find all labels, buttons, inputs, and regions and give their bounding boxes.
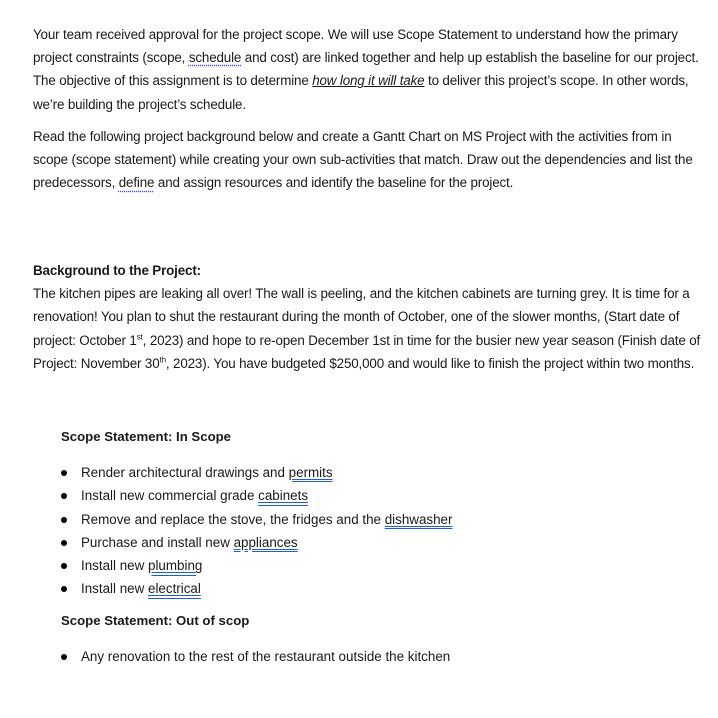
grammar-flagged-word: permits [288, 465, 333, 480]
list-item [61, 461, 452, 484]
spell-flagged-word: schedule [188, 50, 242, 66]
text: Your team received approval for the project scope. We will use Scope Statement to understand how the primary project constraints (scope, [33, 27, 678, 66]
grammar-flagged-word: plumbing [148, 558, 203, 574]
text: Read the following project background below and create a Gantt Chart on MS Project with the activities from in scope (scope statement) while creating your own sub-activities that match. Draw out the dependencies and list the predecessors, [33, 129, 693, 191]
item-text: Render architectural drawings and [81, 465, 289, 480]
item-text: Install new [81, 558, 148, 574]
superscript: st [136, 332, 143, 342]
superscript: th [159, 355, 166, 365]
text: and cost) are linked together and help up establish the baseline for our project. The objective of this assignment is to determine [33, 50, 699, 89]
list-item [61, 577, 452, 600]
text: and assign resources and identify the baseline for the project. [154, 175, 514, 191]
emphasized-text: how long it will take [312, 73, 425, 89]
intro-paragraph-2 [33, 125, 703, 195]
item-text: Purchase and install new [81, 534, 234, 550]
grammar-flagged-word: electrical [148, 581, 201, 597]
text: The kitchen pipes are leaking all over! The wall is peeling, and the kitchen cabinets are turning grey. It is time for a renovation! You plan to shut the restaurant during the month of October, one of the slower months, (Start date of project: October 1 [33, 286, 690, 348]
grammar-flagged-word: cabinets [258, 488, 309, 504]
item-text: Install new [81, 581, 148, 597]
list-item [61, 554, 452, 577]
intro-paragraph-1 [33, 23, 703, 116]
text: , 2023). You have budgeted $250,000 and would like to finish the project within two months. [165, 355, 695, 371]
out-scope-list [61, 645, 450, 668]
list-item [61, 531, 452, 554]
text: , 2023) and hope to re-open December 1st in time for the busier new year season (Finish date of Project: November 30 [33, 332, 701, 371]
grammar-flagged-word: dishwasher [384, 511, 453, 527]
list-item [61, 484, 452, 507]
background-section [33, 259, 703, 375]
list-item [61, 508, 452, 531]
background-heading: Background to the Project: [33, 263, 201, 278]
item-text: Install new commercial grade [81, 488, 259, 504]
list-item: Any renovation to the rest of the restaurant outside the kitchen [61, 645, 450, 668]
spell-flagged-word: define [118, 175, 155, 191]
in-scope-list [61, 461, 452, 601]
text: to deliver this project’s scope. In other words, we’re building the project’s schedule. [33, 73, 689, 112]
grammar-flagged-word: appliances [233, 534, 298, 550]
out-scope-heading: Scope Statement: Out of scop [61, 613, 250, 628]
item-text: Remove and replace the stove, the fridges and the [81, 511, 385, 527]
in-scope-heading: Scope Statement: In Scope [61, 429, 232, 444]
